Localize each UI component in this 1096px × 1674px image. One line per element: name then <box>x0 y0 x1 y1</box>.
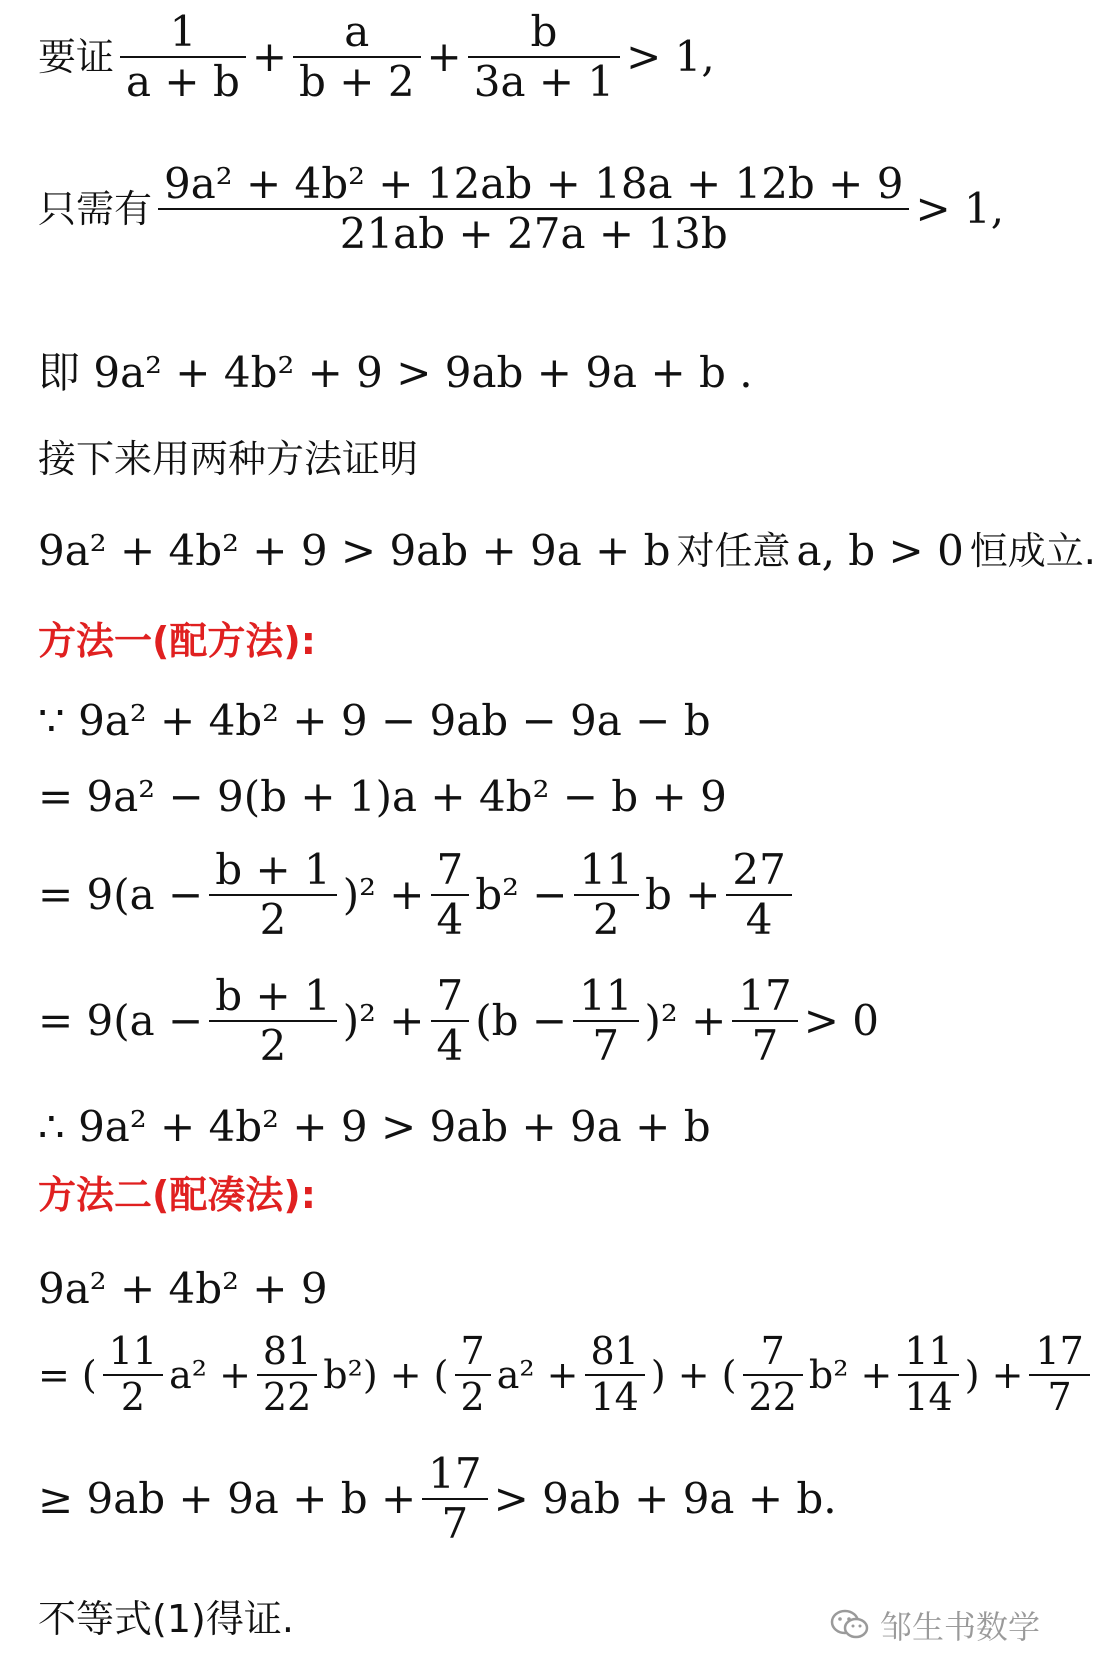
fraction: $\frac{81}{22}$ <box>257 1330 317 1419</box>
fraction: $\frac{17}{7}$ <box>422 1450 487 1549</box>
line-2 <box>38 160 1004 259</box>
fraction: $\frac{b}{3a + 1}$ <box>468 8 620 107</box>
relation: > 1, <box>915 184 1005 234</box>
fraction: $\frac{11}{2}$ <box>574 846 639 945</box>
fraction: $\frac{27}{4}$ <box>726 846 791 945</box>
watermark-text: 邹生书数学 <box>879 1608 1040 1646</box>
m1-line-5: ∴ 9a² + 4b² + 9 > 9ab + 9a + b <box>38 1102 711 1151</box>
prefix: 要证 <box>38 35 115 80</box>
fraction: $\frac{7}{4}$ <box>431 846 470 945</box>
fraction: $\frac{a}{b + 2}$ <box>293 8 421 107</box>
line-3 <box>38 348 753 397</box>
m1-line-3: = 9(a − $\frac{b + 1}{2}$ )² + $\frac{7}{4}$ b² − $\frac{11}{2}$ b + $\frac{27}{4}$ <box>38 846 798 945</box>
m1-line-1: ∵ 9a² + 4b² + 9 − 9ab − 9a − b <box>38 696 711 745</box>
fraction: $\frac{7}{22}$ <box>743 1330 803 1419</box>
fraction: $\frac{1}{a + b}$ <box>120 8 246 107</box>
text: 恒成立. <box>969 529 1096 573</box>
fraction: $\frac{17}{7}$ <box>1029 1330 1089 1419</box>
fraction: $\frac{11}{7}$ <box>573 972 638 1071</box>
line-5 <box>38 526 1096 575</box>
fraction: $\frac{81}{14}$ <box>585 1330 645 1419</box>
m2-line-2: = ( $\frac{11}{2}$ a² + $\frac{81}{22}$ b²) + ( $\frac{7}{2}$ a² + $\frac{81}{14}$ ) + ( $\frac{7}{22}$ b² + $\frac{11}{14}$ ) + $\frac{17}{7}$ <box>38 1330 1096 1419</box>
m1-line-2: = 9a² − 9(b + 1)a + 4b² − b + 9 <box>38 772 727 821</box>
fraction: $\frac{11}{14}$ <box>898 1330 958 1419</box>
fraction: $\frac{7}{2}$ <box>455 1330 491 1419</box>
line-1: 要证 $\frac{1}{a + b}$ + $\frac{a}{b + 2}$ + $\frac{b}{3a + 1}$ > 1, <box>38 7 715 107</box>
fraction: $\frac{\text{9a² + 4b² + 12ab + 18a + 12b + 9}}{21ab + 27a + 13b}$ <box>158 160 909 259</box>
fraction: $\frac{7}{4}$ <box>431 972 470 1071</box>
m2-line-3: ≥ 9ab + 9a + b + $\frac{17}{7}$ > 9ab + 9a + b. <box>38 1449 837 1549</box>
relation: > 1, <box>626 32 715 82</box>
wechat-icon <box>830 1608 870 1642</box>
prefix: 只需有 <box>38 187 153 232</box>
fraction: $\frac{b + 1}{2}$ <box>209 846 337 945</box>
statement: 即 9a² + 4b² + 9 > 9ab + 9a + b . <box>38 348 753 397</box>
fraction: $\frac{11}{2}$ <box>103 1330 163 1419</box>
method-1-title: 方法一(配方法): <box>38 619 316 663</box>
m2-line-1: 9a² + 4b² + 9 <box>38 1264 328 1313</box>
text: 对任意 <box>676 529 791 573</box>
method-2-title: 方法二(配凑法): <box>38 1173 316 1217</box>
statement: 接下来用两种方法证明 <box>38 437 419 481</box>
fraction: $\frac{b + 1}{2}$ <box>209 972 337 1071</box>
watermark <box>830 1602 1040 1648</box>
inequality: 9a² + 4b² + 9 > 9ab + 9a + b <box>38 526 671 575</box>
fraction: $\frac{17}{7}$ <box>732 972 797 1071</box>
conclusion: 不等式(1)得证. <box>38 1597 294 1641</box>
m1-line-4: = 9(a − $\frac{b + 1}{2}$ )² + $\frac{7}{4}$ (b − $\frac{11}{7}$ )² + $\frac{17}{7}$ > 0 <box>38 971 879 1071</box>
line-4 <box>38 437 419 481</box>
condition: a, b > 0 <box>796 526 964 575</box>
